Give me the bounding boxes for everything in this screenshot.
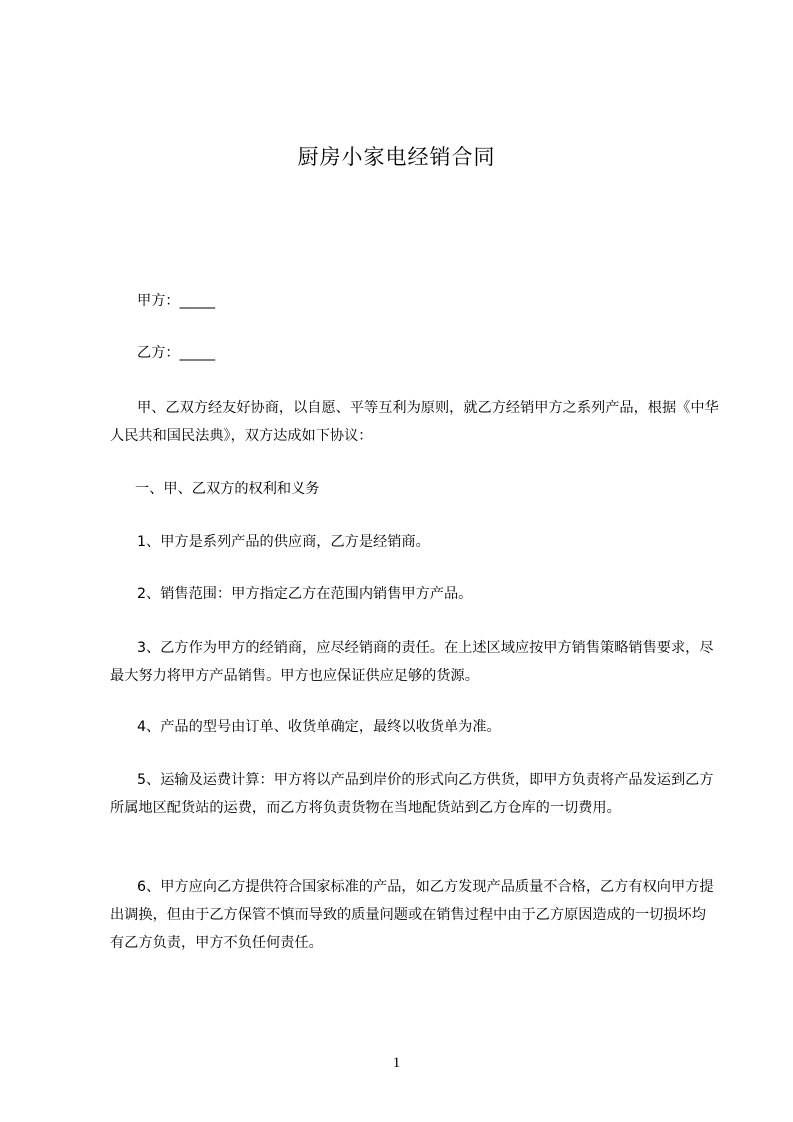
section-heading: 一、甲、乙双方的权利和义务 [135,481,320,497]
clause-2: 2、销售范围：甲方指定乙方在范围内销售甲方产品。 [137,586,473,602]
party-a-line: 甲方：_____ [137,293,216,309]
clause-6: 6、甲方应向乙方提供符合国家标准的产品，如乙方发现产品质量不合格，乙方有权向甲方提出调换，但由于乙方保管不慎而导致的质量问题或在销售过程中由于乙方原因造成的一切损坏均有乙方负责，甲方不负任何责任。 [110,879,714,951]
clause-1: 1、甲方是系列产品的供应商，乙方是经销商。 [137,534,430,550]
clause-3: 3、乙方作为甲方的经销商，应尽经销商的责任。在上述区域应按甲方销售策略销售要求，尽最大努力将甲方产品销售。甲方也应保证供应足够的货源。 [110,640,714,684]
document-title: 厨房小家电经销合同 [297,145,496,169]
party-b-line: 乙方：_____ [137,345,216,361]
clause-4: 4、产品的型号由订单、收货单确定，最终以收货单为准。 [137,719,501,735]
intro-paragraph: 甲、乙双方经友好协商，以自愿、平等互利为原则，就乙方经销甲方之系列产品，根据《中华人民共和国民法典》，双方达成如下协议： [110,400,719,444]
clause-5: 5、运输及运费计算：甲方将以产品到岸价的形式向乙方供货，即甲方负责将产品发运到乙方所属地区配货站的运费，而乙方将负责货物在当地配货站到乙方仓库的一切费用。 [110,772,714,816]
page-number: 1 [392,1055,401,1071]
